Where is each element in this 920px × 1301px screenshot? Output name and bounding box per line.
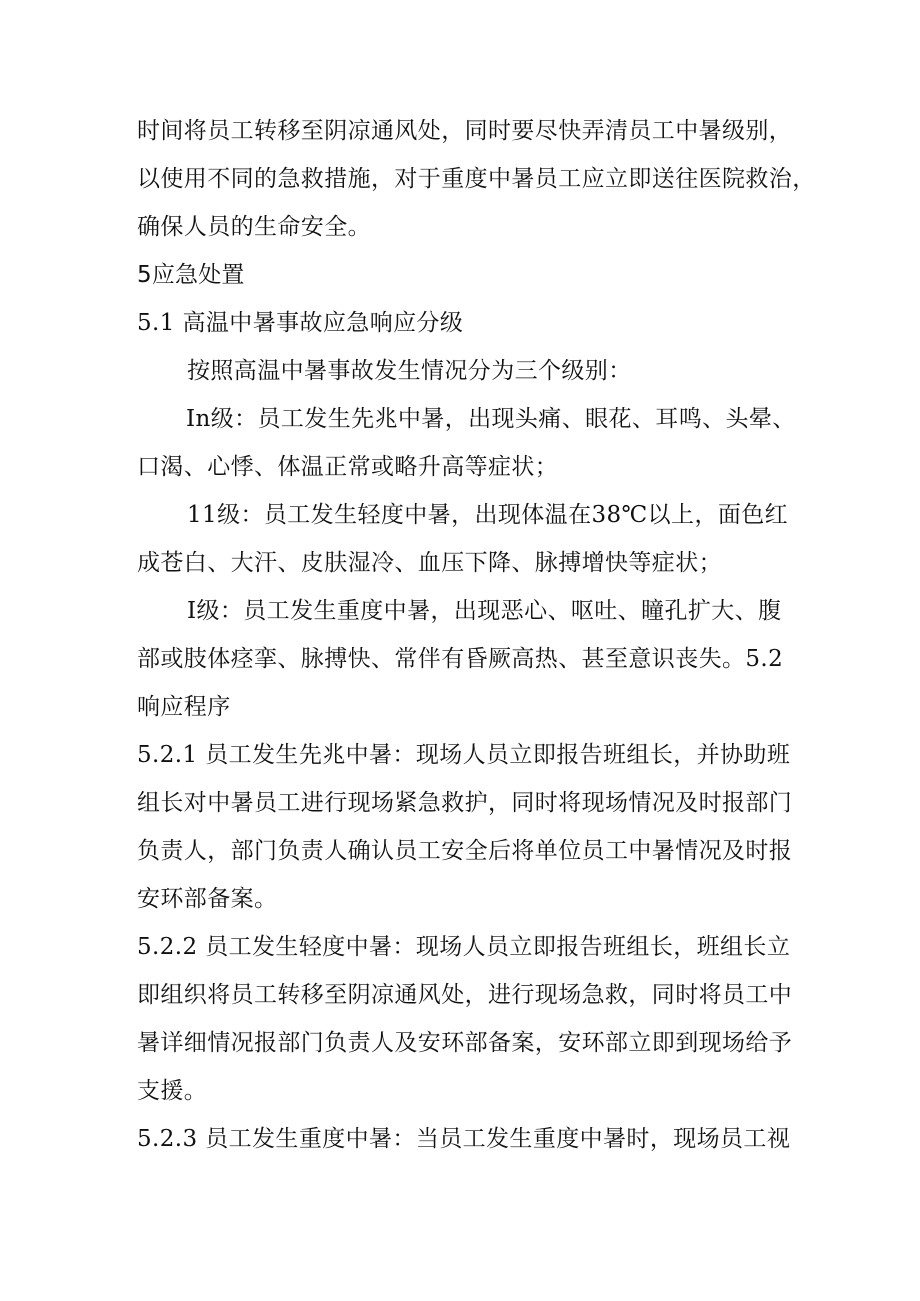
- paragraph-line: 即组织将员工转移至阴凉通风处，进行现场急救，同时将员工中: [137, 982, 793, 1008]
- paragraph-line: 响应程序: [137, 694, 231, 720]
- paragraph-line: 口渴、心悸、体温正常或略升高等症状；: [137, 454, 559, 480]
- paragraph-line: 时间将员工转移至阴凉通风处，同时要尽快弄清员工中暑级别，: [137, 118, 793, 144]
- subsection-heading: 5.1 高温中暑事故应急响应分级: [137, 310, 464, 336]
- paragraph-line: 5.2.3 员工发生重度中暑：当员工发生重度中暑时，现场员工视: [137, 1126, 791, 1152]
- paragraph-line: 部或肢体痉挛、脉搏快、常伴有昏厥高热、甚至意识丧失。5.2: [137, 646, 784, 672]
- paragraph-line: 成苍白、大汗、皮肤湿冷、血压下降、脉搏增快等症状；: [137, 550, 722, 576]
- section-heading: 5应急处置: [137, 262, 245, 288]
- paragraph-line: 负责人，部门负责人确认员工安全后将单位员工中暑情况及时报: [137, 838, 793, 864]
- paragraph-line: I级：员工发生重度中暑，出现恶心、呕吐、瞳孔扩大、腹: [187, 598, 782, 624]
- paragraph-line: 11级：员工发生轻度中暑，出现体温在38℃以上，面色红: [187, 502, 789, 528]
- paragraph-line: 5.2.1 员工发生先兆中暑：现场人员立即报告班组长，并协助班: [137, 742, 791, 768]
- paragraph-line: 支援。: [137, 1078, 208, 1104]
- paragraph-line: 暑详细情况报部门负责人及安环部备案，安环部立即到现场给予: [137, 1030, 793, 1056]
- paragraph-line: 以使用不同的急救措施，对于重度中暑员工应立即送往医院救治，: [137, 166, 816, 192]
- paragraph-line: 组长对中暑员工进行现场紧急救护，同时将现场情况及时报部门: [137, 790, 793, 816]
- paragraph-line: In级：员工发生先兆中暑，出现头痛、眼花、耳鸣、头晕、: [186, 406, 796, 432]
- paragraph-line: 按照高温中暑事故发生情况分为三个级别：: [187, 358, 632, 384]
- paragraph-line: 5.2.2 员工发生轻度中暑：现场人员立即报告班组长，班组长立: [137, 934, 791, 960]
- paragraph-line: 安环部备案。: [137, 886, 278, 912]
- paragraph-line: 确保人员的生命安全。: [137, 214, 371, 240]
